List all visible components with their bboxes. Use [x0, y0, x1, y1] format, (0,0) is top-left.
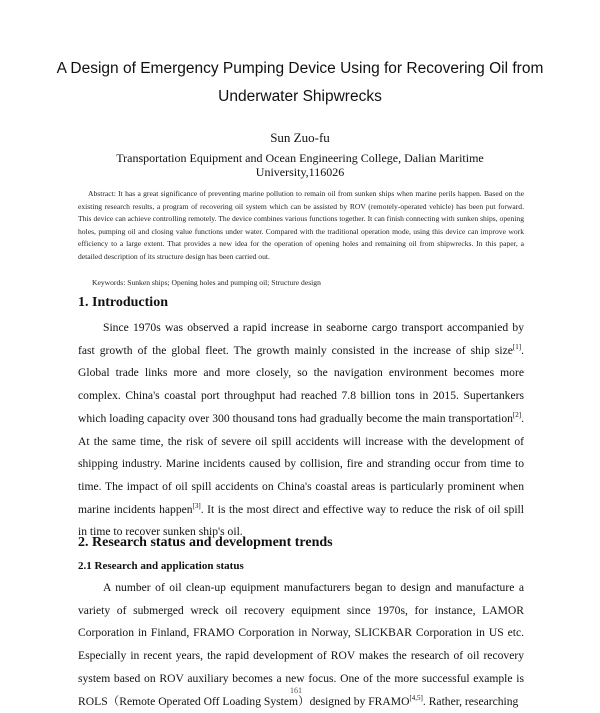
paper-title-line-1: A Design of Emergency Pumping Device Using for Recovering Oil from — [56, 60, 544, 77]
intro-text-d: . It is the most direct and effective way to reduce the risk of oil spill in time to recover sunken ship's oil. — [78, 502, 524, 539]
intro-text-c: . At the same time, the risk of severe oil spill accidents will increase with the development of shipping industry. Marine incidents caused by collision, fire and stranding occur from time to time. The impact of oil spill accidents on China's coastal areas is particularly prominent when marine incidents happen — [78, 411, 524, 516]
citation-4-5: [4,5] — [409, 693, 423, 702]
research-text-b: . Rather, researching — [422, 694, 519, 708]
introduction-paragraph — [78, 317, 524, 544]
keywords-text: Sunken ships; Opening holes and pumping oil; Structure design — [127, 278, 321, 287]
subsection-heading-research-application: 2.1 Research and application status — [78, 560, 244, 572]
citation-3: [3] — [192, 501, 201, 510]
paper-title-line-2: Underwater Shipwrecks — [218, 88, 382, 105]
abstract-label: Abstract: — [88, 189, 116, 198]
keywords-label: Keywords: — [92, 278, 126, 287]
citation-1: [1] — [512, 342, 522, 351]
keywords — [92, 278, 321, 287]
section-heading-introduction: 1. Introduction — [78, 295, 168, 310]
author-name: Sun Zuo-fu — [270, 130, 330, 145]
author-affiliation: Transportation Equipment and Ocean Engineering College, Dalian Maritime University,116026 — [116, 151, 484, 179]
research-text-a: A number of oil clean-up equipment manufacturers began to design and manufacture a variety of submerged wreck oil recovery equipment since 1970s, for instance, LAMOR Corporation in Finland, FRAMO Corporation in Norway, SLICKBAR Corporation in US etc. Especially in recent years, the rapid development of ROV makes the research of oil recovery system based on ROV auxiliary becomes a new focus. One of the more successful example is ROLS（Remote Operated Off Loading System）designed by FRAMO — [78, 581, 524, 708]
citation-2: [2] — [512, 410, 522, 419]
abstract-text: It has a great significance of preventing marine pollution to remain oil from sunken ships when marine perils happen. Based on the existing research results, a program of recovering oil system which can be assisted by ROV (remotely-operated vehicle) has been put forward. This device can achieve controlling remotely. The device combines various functions together. It can finish connecting with sunken ships, opening holes, pumping oil and closing value functions under water. Compared with the traditional operation mode, using this device can improve work efficiency to a large extent. That provides a new idea for the operation of opening holes and remaining oil from shipwrecks. In this paper, a detailed description of its structure design has been carried out. — [78, 189, 524, 261]
page-number: 161 — [290, 686, 302, 695]
abstract — [78, 188, 524, 264]
intro-text-a: Since 1970s was observed a rapid increase in seaborne cargo transport accompanied by fast growth of the global fleet. The growth mainly consisted in the increase of ship size — [78, 321, 524, 357]
intro-text-b: . Global trade links more and more closely, so the navigation environment becomes more complex. China's coastal port throughput had reached 7.8 billion tons in 2015. Supertankers which loading capacity over 300 thousand tons had gradually become the main transportation — [78, 343, 524, 425]
section-heading-research-status: 2. Research status and development trends — [78, 535, 333, 550]
